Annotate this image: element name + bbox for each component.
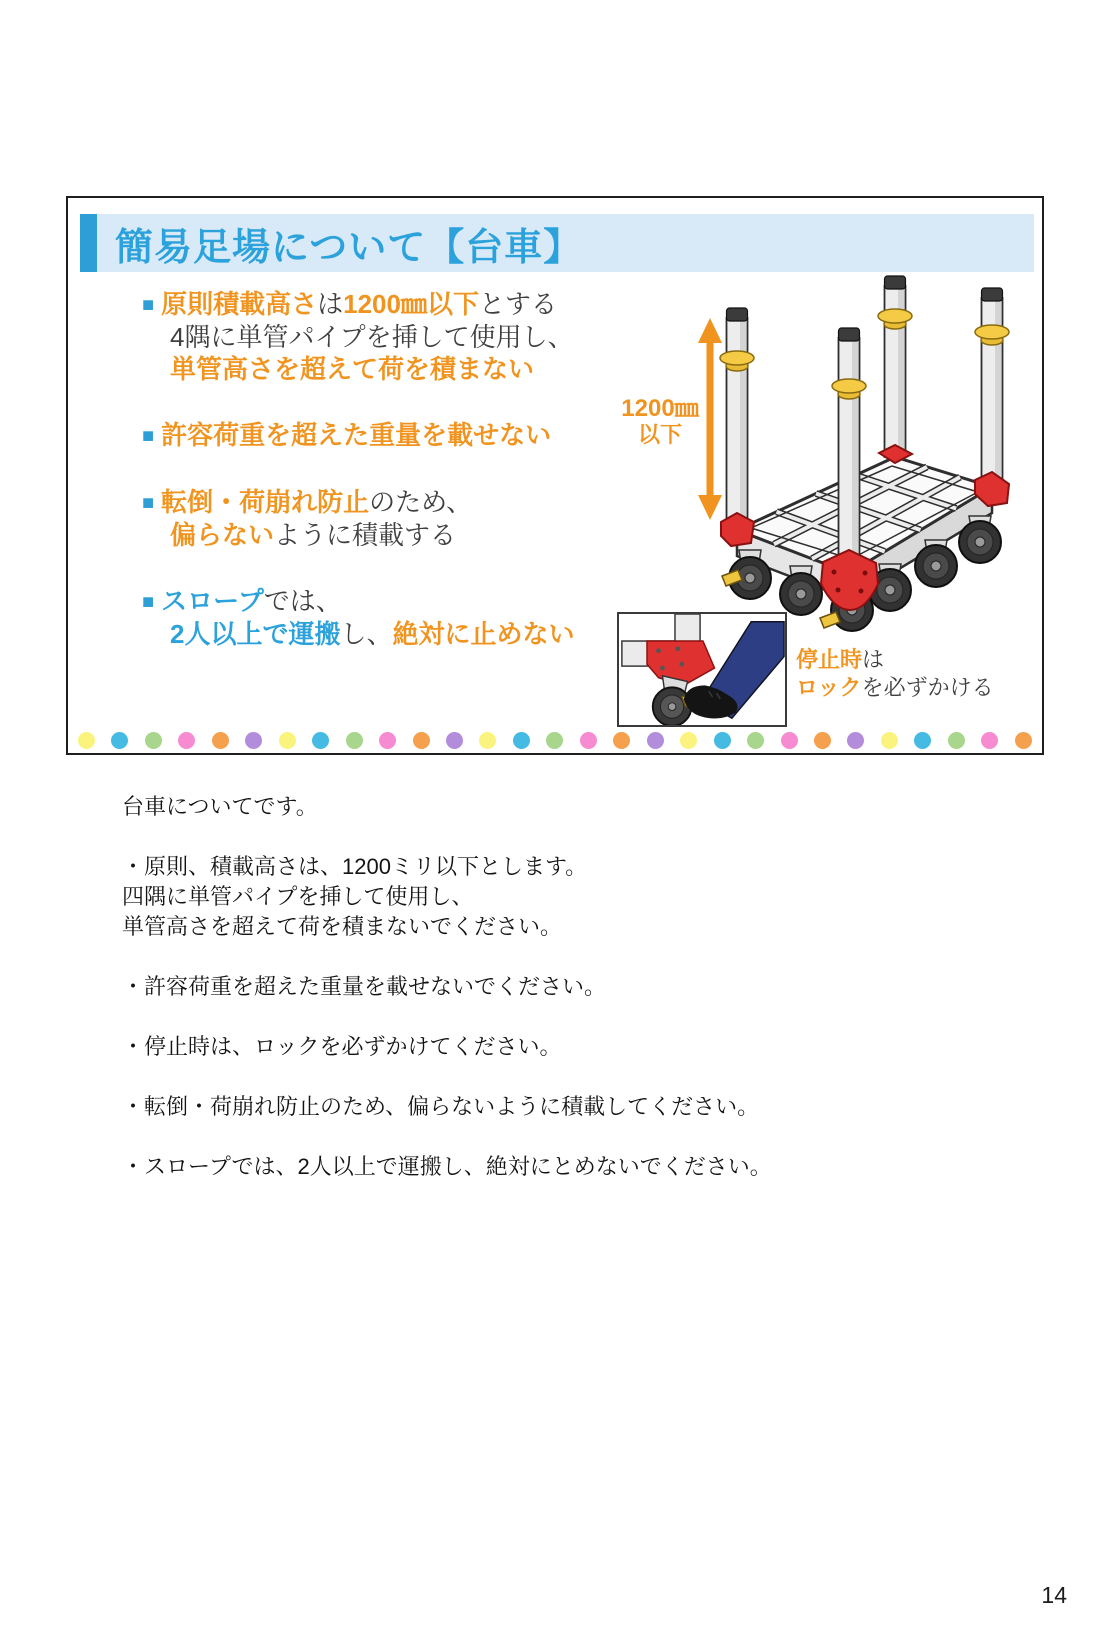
bullet-square-icon: ■ (142, 294, 155, 316)
slide-panel (66, 196, 1044, 755)
text-segment: を必ずかける (861, 675, 994, 700)
bullet-item (142, 486, 682, 551)
text-segment: は (862, 647, 885, 672)
decorative-dot (1015, 732, 1032, 749)
decorative-dot (312, 732, 329, 749)
decorative-dot (948, 732, 965, 749)
decorative-dot (346, 732, 363, 749)
note-line: 単管高さを超えて荷を積まないでください。 (122, 914, 563, 939)
bullet-square-icon: ■ (142, 425, 155, 447)
text-segment: 2人以上で運搬 (170, 619, 341, 649)
caster-lock-figure (617, 612, 787, 727)
page-title: 簡易足場について【台車】 (115, 226, 583, 269)
text-segment: ように積載する (274, 520, 457, 550)
text-segment: ロック (796, 675, 862, 700)
text-segment: 偏らない (170, 520, 275, 550)
text-segment: 転倒・荷崩れ防止 (161, 487, 370, 517)
bullet-line (142, 519, 682, 551)
note-line (122, 822, 1022, 852)
decorative-dot (613, 732, 630, 749)
decorative-dot (847, 732, 864, 749)
bullet-line (142, 585, 682, 618)
height-suffix: 以下 (637, 422, 682, 447)
decorative-dot (111, 732, 128, 749)
text-segment: 1200㎜以下 (343, 289, 479, 319)
note-line: 台車についてです。 (122, 794, 318, 819)
decorative-dot (446, 732, 463, 749)
decorative-dot (981, 732, 998, 749)
decorative-dot (781, 732, 798, 749)
bullet-square-icon: ■ (142, 591, 155, 613)
caption-line (796, 674, 994, 702)
decorative-dot (747, 732, 764, 749)
decorative-dot (881, 732, 898, 749)
corner-pipe-back (878, 276, 912, 457)
decorative-dot (546, 732, 563, 749)
decorative-dot (145, 732, 162, 749)
note-line (122, 1122, 1022, 1152)
decorative-dot (479, 732, 496, 749)
decorative-dot (580, 732, 597, 749)
decorative-dot (814, 732, 831, 749)
note-line: ・原則、積載高さは、1200ミリ以下とします。 (122, 854, 588, 879)
decorative-dot (680, 732, 697, 749)
note-line (122, 1002, 1022, 1032)
bullet-list (142, 288, 682, 684)
note-line: 四隅に単管パイプを挿して使用し、 (122, 884, 474, 909)
text-segment: 単管高さを超えて荷を積まない (170, 354, 535, 384)
bullet-item (142, 419, 682, 452)
lock-caption (796, 646, 994, 702)
bullet-line (142, 486, 682, 519)
height-label (618, 396, 702, 448)
decorative-dot (513, 732, 530, 749)
decorative-dot (714, 732, 731, 749)
bullet-item (142, 585, 682, 650)
text-segment: では、 (263, 586, 342, 616)
bullet-item (142, 288, 682, 385)
note-line: ・停止時は、ロックを必ずかけてください。 (122, 1034, 562, 1059)
note-line (122, 942, 1022, 972)
note-line: ・スロープでは、2人以上で運搬し、絶対にとめないでください。 (122, 1154, 772, 1179)
text-segment: 絶対に止めない (392, 619, 575, 649)
bullet-line (142, 618, 682, 650)
decorative-dot (245, 732, 262, 749)
note-line: ・転倒・荷崩れ防止のため、偏らないように積載してください。 (122, 1094, 760, 1119)
decorative-dot (647, 732, 664, 749)
text-segment: とする (478, 289, 557, 319)
text-segment: 許容荷重を超えた重量を載せない (161, 420, 552, 450)
text-segment: し、 (340, 619, 393, 649)
text-segment: のため、 (369, 487, 473, 517)
bullet-line (142, 321, 682, 353)
bullet-line (142, 419, 682, 452)
header-accent-bar (80, 214, 97, 272)
page-number: 14 (1041, 1582, 1067, 1608)
corner-pipe-right (975, 288, 1009, 487)
decorative-dot (379, 732, 396, 749)
bullet-line (142, 288, 682, 321)
note-line: ・許容荷重を超えた重量を載せないでください。 (122, 974, 607, 999)
decorative-dot (914, 732, 931, 749)
decorative-dot (78, 732, 95, 749)
text-segment: 原則積載高さ (161, 289, 318, 319)
decorative-dot (178, 732, 195, 749)
caption-line (796, 646, 994, 674)
bullet-line (142, 353, 682, 385)
height-value: 1200㎜ (621, 395, 699, 422)
note-line (122, 1062, 1022, 1092)
decorative-dot (279, 732, 296, 749)
decorative-dot (212, 732, 229, 749)
text-segment: は (317, 289, 344, 319)
text-segment: 停止時 (796, 647, 863, 672)
decorative-dot (413, 732, 430, 749)
text-segment: スロープ (161, 586, 264, 616)
bullet-square-icon: ■ (142, 492, 155, 514)
speaker-notes (122, 792, 1022, 1182)
text-segment: 4隅に単管パイプを挿して使用し、 (170, 322, 574, 352)
footer-dots (78, 731, 1032, 749)
